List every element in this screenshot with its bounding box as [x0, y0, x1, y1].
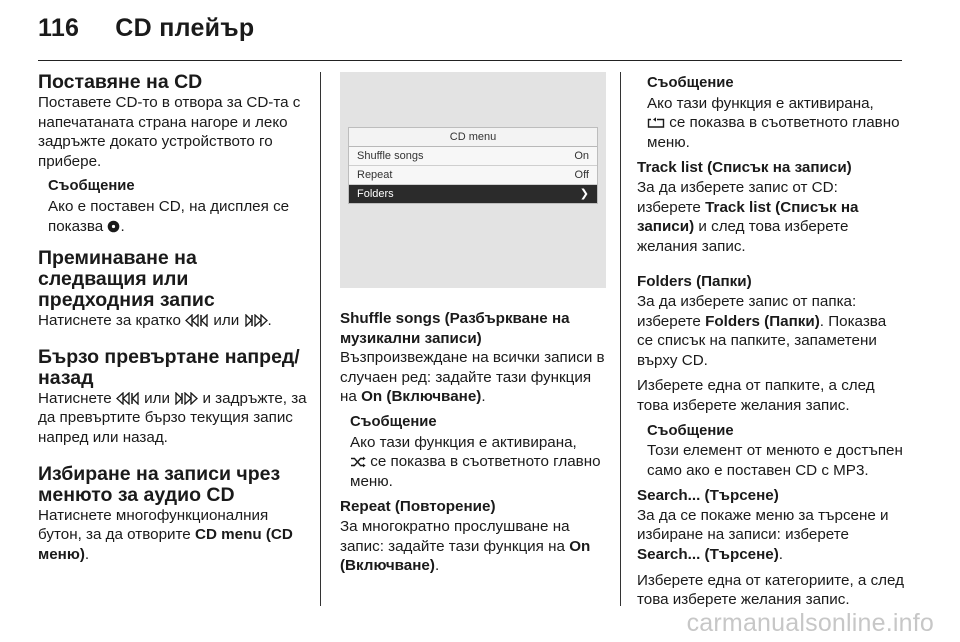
note-title: Съобщение [48, 178, 135, 195]
page-title: CD плейър [115, 14, 255, 42]
rewind-icon [116, 392, 140, 405]
search-body-2: Изберете една от категориите, а след това изберете желания запис. [637, 571, 904, 609]
search-heading: Search... (Търсене) [637, 487, 779, 505]
page-number: 116 [38, 14, 80, 42]
note-folders: Съобщение Този елемент от менюто е достъпен само ако е поставен CD с MP3. [647, 422, 903, 479]
section-title-track-selection: Избиране на записи чрез менюто за аудио CD [38, 462, 281, 506]
search-body: За да се покаже меню за търсене и избиране на записи: изберете Search... (Търсене). [637, 506, 889, 564]
repeat-heading: Repeat (Повторение) [340, 498, 496, 516]
shuffle-icon [350, 456, 366, 468]
fast-forward-body: Натиснете или и задръжте, за да превъртите бързо текущия запис напред или назад. [38, 389, 307, 446]
section-title-next-prev: Преминаване на следващия или предходния запис [38, 247, 215, 312]
prev-track-icon [185, 314, 209, 327]
shuffle-heading: Shuffle songs (Разбъркване на музикални записи) [340, 310, 570, 347]
repeat-body: За многократно прослушване на запис: задайте тази функция на On (Включване). [340, 517, 591, 575]
folders-body-2: Изберете една от папките, а след това изберете желания запис. [637, 377, 875, 414]
chevron-right-icon: ❯ [579, 188, 589, 200]
fast-forward-icon [174, 392, 198, 405]
column-2 [340, 72, 606, 576]
header-rule [38, 60, 902, 61]
column-divider-2 [620, 72, 621, 606]
column-1 [38, 72, 308, 564]
menu-row-repeat: Repeat Off [349, 166, 597, 185]
cd-menu-screenshot [340, 72, 606, 288]
note-body: Ако е поставен CD, на дисплея се показва . [48, 197, 290, 235]
section-title-insert-cd: Поставяне на CD [38, 71, 203, 93]
section-title-fast-forward: Бързо превъртане напред/назад [38, 345, 300, 389]
note-shuffle: Съобщение Ако тази функция е активирана, се показва в съответното главно меню. [350, 413, 601, 490]
menu-row-folders: Folders ❯ [349, 185, 597, 203]
note-repeat: Съобщение Ако тази функция е активирана, се показва в съответното главно меню. [647, 75, 900, 151]
cd-menu-display [348, 127, 598, 204]
cd-icon [107, 220, 120, 233]
track-selection-body: Натиснете многофункционалния бутон, за да отворите CD menu (CD меню). [38, 506, 293, 563]
folders-body: За да изберете запис от папка: изберете Folders (Папки). Показва се списък на папките, запаметени върху CD. [637, 292, 887, 369]
column-3 [637, 74, 905, 610]
note-insert-cd [38, 177, 308, 236]
insert-cd-body: Поставете CD-то в отвора за CD-та с напечатаната страна нагоре и леко задръжте докато устройството го прибере. [38, 94, 301, 170]
page-header [38, 14, 254, 43]
watermark: carmanualsonline.info [686, 609, 934, 637]
column-divider-1 [320, 72, 321, 606]
next-prev-body: Натиснете за кратко или . [38, 312, 272, 330]
cd-menu-title: CD menu [349, 128, 597, 147]
folders-heading: Folders (Папки) [637, 273, 752, 291]
repeat-icon [647, 117, 665, 129]
track-list-body: За да изберете запис от CD: изберете Track list (Списък на записи) и след това изберете желания запис. [637, 178, 859, 255]
track-list-heading: Track list (Списък на записи) [637, 159, 852, 177]
shuffle-body: Възпроизвеждане на всички записи в случаен ред: задайте тази функция на On (Включване). [340, 349, 605, 406]
menu-row-shuffle: Shuffle songs On [349, 147, 597, 166]
next-track-icon [244, 314, 268, 327]
